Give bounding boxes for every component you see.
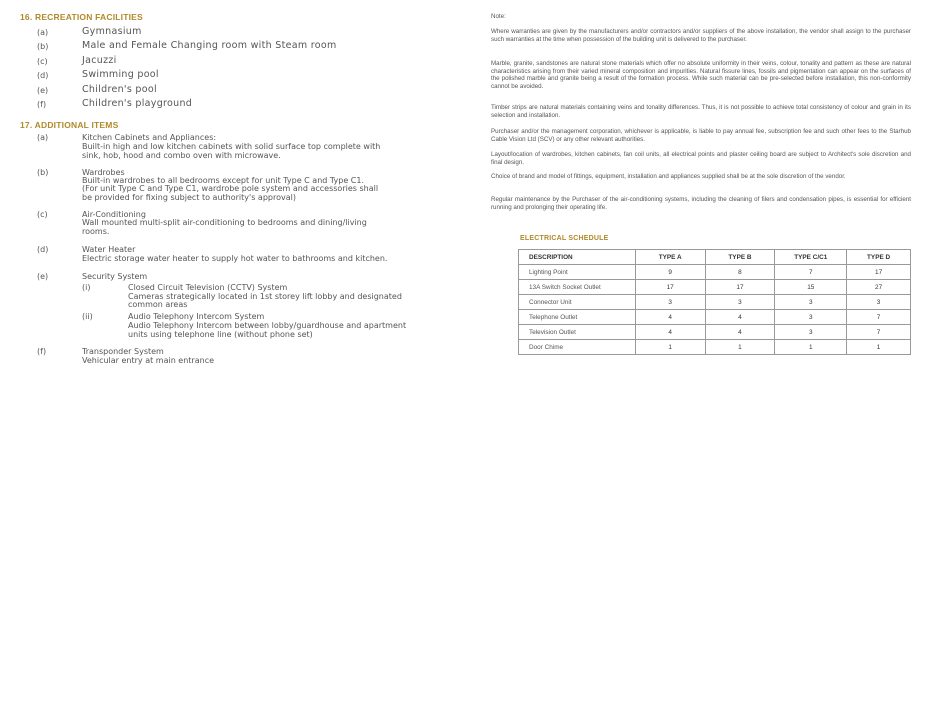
item-label: (f)	[37, 347, 47, 356]
column-header: TYPE B	[705, 250, 775, 265]
item-text: Children's playground	[82, 98, 193, 109]
electrical-schedule-table	[518, 249, 911, 355]
cell-value: 3	[847, 295, 911, 310]
row-description: 13A Switch Socket Outlet	[519, 280, 636, 295]
cell-value: 4	[635, 325, 705, 340]
item-text: Children's pool	[82, 84, 157, 95]
note-paragraph: Purchaser and/or the management corporation, whichever is applicable, is liable to pay annual fee, subscription fee and such other fees to the Starhub Cable Vision Ltd (SCV) or any other relevant authorities.	[491, 128, 911, 143]
column-header: TYPE D	[847, 250, 911, 265]
cell-value: 3	[775, 325, 847, 340]
intercom-text: units using telephone line (without phone set)	[128, 330, 313, 339]
table-row	[519, 280, 911, 295]
aircon-title: Air-Conditioning	[82, 210, 146, 219]
transponder-title: Transponder System	[82, 347, 164, 356]
cell-value: 3	[635, 295, 705, 310]
cell-value: 9	[635, 265, 705, 280]
note-paragraph: Marble, granite, sandstones are natural stone materials which offer no absolute uniformity in their veins, colour, tonality and pattern as these are natural characteristics arising from their varied mineral composition and impurities. Natural fissure lines, fossils and pigmentation can appear on the surfaces of the polished marble and granite being a result of the formation process. While such material can be pre-selected before installation, this non-conformity cannot be avoided.	[491, 60, 911, 90]
cell-value: 7	[847, 310, 911, 325]
aircon-text: rooms.	[82, 227, 110, 236]
item-label: (e)	[37, 86, 49, 95]
cell-value: 4	[705, 325, 775, 340]
cell-value: 3	[705, 295, 775, 310]
note-paragraph: Where warranties are given by the manufacturers and/or contractors and/or suppliers of the above installation, the vendor shall assign to the purchaser such warranties at the time when possession of the building unit is delivered to the purchaser.	[491, 28, 911, 43]
cell-value: 17	[847, 265, 911, 280]
item-label: (d)	[37, 245, 49, 254]
item-label: (b)	[37, 168, 49, 177]
item-label: (c)	[37, 210, 48, 219]
cell-value: 7	[775, 265, 847, 280]
cell-value: 15	[775, 280, 847, 295]
wardrobes-title: Wardrobes	[82, 168, 125, 177]
section-16-title: 16. RECREATION FACILITIES	[20, 12, 143, 22]
item-text: Gymnasium	[82, 26, 142, 37]
row-description: Lighting Point	[519, 265, 636, 280]
row-description: Connector Unit	[519, 295, 636, 310]
wardrobes-text: be provided for fixing subject to authority's approval)	[82, 193, 296, 202]
item-text: Jacuzzi	[82, 55, 117, 66]
column-header: TYPE A	[635, 250, 705, 265]
column-header: DESCRIPTION	[519, 250, 636, 265]
item-label: (b)	[37, 42, 49, 51]
item-label: (d)	[37, 71, 49, 80]
row-description: Telephone Outlet	[519, 310, 636, 325]
cell-value: 1	[847, 340, 911, 355]
item-label: (c)	[37, 57, 48, 66]
electrical-schedule-title: ELECTRICAL SCHEDULE	[520, 235, 609, 242]
wardrobes-text: Built-in wardrobes to all bedrooms except for unit Type C and Type C1.	[82, 176, 365, 185]
item-label: (a)	[37, 28, 49, 37]
cctv-text: common areas	[128, 300, 188, 309]
table-row	[519, 340, 911, 355]
intercom-title: Audio Telephony Intercom System	[128, 312, 265, 321]
item-label: (a)	[37, 133, 49, 142]
cctv-title: Closed Circuit Television (CCTV) System	[128, 283, 288, 292]
kitchen-title: Kitchen Cabinets and Appliances:	[82, 133, 217, 142]
note-paragraph: Regular maintenance by the Purchaser of the air-conditioning systems, including the cleaning of filers and condensation pipes, is essential for efficient running and prolonging their operating life.	[491, 196, 911, 211]
sub-item-label: (ii)	[82, 312, 93, 321]
row-description: Television Outlet	[519, 325, 636, 340]
item-label: (e)	[37, 272, 49, 281]
table-row	[519, 295, 911, 310]
cell-value: 17	[705, 280, 775, 295]
item-text: Male and Female Changing room with Steam room	[82, 40, 337, 51]
cell-value: 27	[847, 280, 911, 295]
note-paragraph: Timber strips are natural materials containing veins and tonality differences. Thus, it is not possible to achieve total consistency of colour and grain in its selection and installation.	[491, 104, 911, 119]
table-row	[519, 310, 911, 325]
note-paragraph: Choice of brand and model of fittings, equipment, installation and appliances supplied shall be at the sole discretion of the vendor.	[491, 173, 846, 180]
cell-value: 17	[635, 280, 705, 295]
table-header-row	[519, 250, 911, 265]
sub-item-label: (i)	[82, 283, 91, 292]
column-header: TYPE C/C1	[775, 250, 847, 265]
aircon-text: Wall mounted multi-split air-conditioning to bedrooms and dining/living	[82, 218, 367, 227]
cell-value: 1	[775, 340, 847, 355]
item-text: Swimming pool	[82, 69, 159, 80]
cell-value: 1	[705, 340, 775, 355]
item-label: (f)	[37, 100, 47, 109]
section-17-title: 17. ADDITIONAL ITEMS	[20, 120, 119, 130]
cell-value: 3	[775, 295, 847, 310]
water-heater-title: Water Heater	[82, 245, 136, 254]
table-row	[519, 265, 911, 280]
note-paragraph: Layout/location of wardrobes, kitchen cabinets, fan coil units, all electrical points and plaster ceiling board are subject to Architect's sole discretion and final design.	[491, 151, 911, 166]
kitchen-text: sink, hob, hood and combo oven with microwave.	[82, 151, 281, 160]
note-title: Note:	[491, 13, 506, 20]
transponder-text: Vehicular entry at main entrance	[82, 356, 215, 365]
kitchen-text: Built-in high and low kitchen cabinets with solid surface top complete with	[82, 142, 381, 151]
water-heater-text: Electric storage water heater to supply hot water to bathrooms and kitchen.	[82, 254, 388, 263]
security-title: Security System	[82, 272, 148, 281]
cell-value: 7	[847, 325, 911, 340]
cell-value: 3	[775, 310, 847, 325]
cell-value: 1	[635, 340, 705, 355]
intercom-text: Audio Telephony Intercom between lobby/guardhouse and apartment	[128, 321, 407, 330]
cell-value: 4	[705, 310, 775, 325]
row-description: Door Chime	[519, 340, 636, 355]
cell-value: 4	[635, 310, 705, 325]
cctv-text: Cameras strategically located in 1st storey lift lobby and designated	[128, 292, 402, 301]
wardrobes-text: (For unit Type C and Type C1, wardrobe pole system and accessories shall	[82, 184, 379, 193]
cell-value: 8	[705, 265, 775, 280]
table-row	[519, 325, 911, 340]
